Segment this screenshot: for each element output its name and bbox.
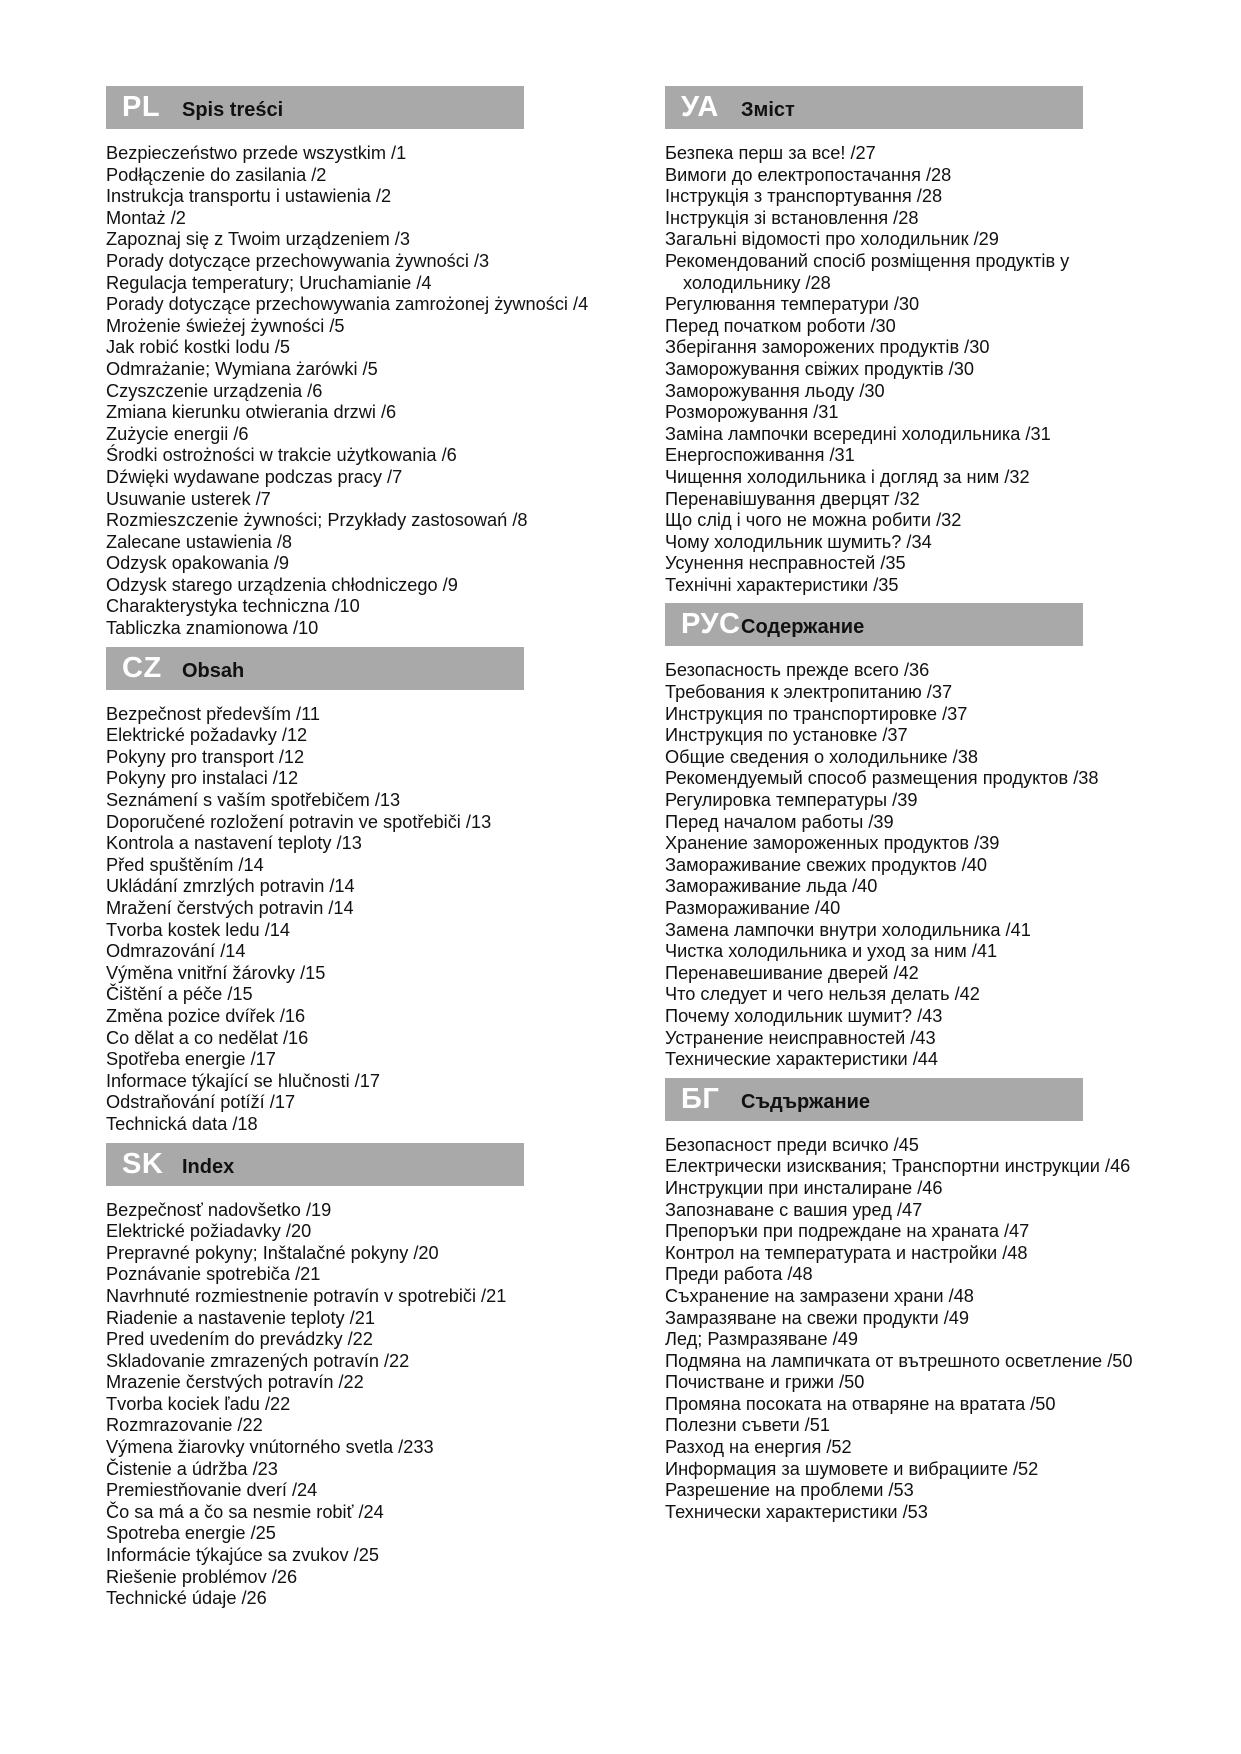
language-code: УА <box>681 91 719 123</box>
toc-item: Чищення холодильника і догляд за ним /32 <box>665 466 1030 487</box>
toc-list <box>106 690 606 1136</box>
toc-item: Mrazenie čerstvých potravín /22 <box>106 1372 364 1393</box>
toc-item: Czyszczenie urządzenia /6 <box>106 380 323 401</box>
toc-item: Вимоги до електропостачання /28 <box>665 164 952 185</box>
toc-item: Запознаване с вашия уред /47 <box>665 1199 923 1220</box>
toc-item: Інструкція зі встановлення /28 <box>665 207 919 228</box>
section-title: Index <box>182 1155 235 1178</box>
toc-item: Общие сведения о холодильнике /38 <box>665 746 978 767</box>
section-rus <box>665 603 1165 1070</box>
toc-item: Pokyny pro transport /12 <box>106 746 305 767</box>
toc-item: Seznámení s vaším spotřebičem /13 <box>106 790 401 811</box>
toc-item: Navrhnuté rozmiestnenie potravín v spotrebiči /21 <box>106 1285 507 1306</box>
toc-item: Что следует и чего нельзя делать /42 <box>665 984 980 1005</box>
toc-item: Безпека перш за все! /27 <box>665 143 876 163</box>
section-pl <box>106 86 606 640</box>
toc-item: Подмяна на лампичката от вътрешното осветление /50 <box>665 1350 1133 1371</box>
toc-item: Elektrické požiadavky /20 <box>106 1221 312 1242</box>
toc-item: Tvorba kociek ľadu /22 <box>106 1393 291 1414</box>
toc-item: Doporučené rozložení potravin ve spotřebiči /13 <box>106 811 492 832</box>
toc-item: Mražení čerstvých potravin /14 <box>106 898 354 918</box>
toc-item: Лед; Размразяване /49 <box>665 1329 858 1350</box>
toc-item: Porady dotyczące przechowywania zamrożonej żywności /4 <box>106 294 589 315</box>
section-sk <box>106 1143 606 1610</box>
toc-item: Преди работа /48 <box>665 1264 813 1285</box>
toc-item: Zalecane ustawienia /8 <box>106 531 293 552</box>
toc-item: Почему холодильник шумит? /43 <box>665 1005 943 1026</box>
toc-item: Zapoznaj się z Twoim urządzeniem /3 <box>106 229 410 250</box>
toc-item: Заморожування льоду /30 <box>665 380 885 401</box>
toc-list <box>665 1121 1165 1524</box>
toc-item: Bezpieczeństwo przede wszystkim /1 <box>106 143 407 163</box>
toc-item: Bezpečnost především /11 <box>106 703 320 724</box>
section-ua <box>665 86 1165 596</box>
toc-item: Разрешение на проблеми /53 <box>665 1480 914 1501</box>
toc-item: Informácie týkajúce sa zvukov /25 <box>106 1545 379 1566</box>
toc-list <box>106 129 606 640</box>
toc-item: Розморожування /31 <box>665 402 839 423</box>
toc-item: Регулювання температури /30 <box>665 294 920 315</box>
section-header <box>665 1078 1083 1121</box>
toc-item: Технически характеристики /53 <box>665 1501 928 1522</box>
toc-item: Instrukcja transportu i ustawienia /2 <box>106 186 392 207</box>
toc-item: Spotřeba energie /17 <box>106 1049 276 1070</box>
toc-item: Перед началом работы /39 <box>665 811 894 832</box>
toc-item: Poznávanie spotrebiča /21 <box>106 1264 321 1285</box>
toc-item: Чистка холодильника и уход за ним /41 <box>665 941 998 962</box>
toc-item: Rozmrazovanie /22 <box>106 1415 263 1436</box>
toc-item: Technická data /18 <box>106 1113 258 1134</box>
toc-item: Разход на енергия /52 <box>665 1437 852 1458</box>
toc-item: Чому холодильник шумить? /34 <box>665 531 932 552</box>
toc-item: Čistenie a údržba /23 <box>106 1458 278 1479</box>
toc-item: Инструкции при инсталиране /46 <box>665 1177 943 1198</box>
toc-item: Требования к электропитанию /37 <box>665 682 953 703</box>
toc-item: Prepravné pokyny; Inštalačné pokyny /20 <box>106 1242 439 1263</box>
section-header <box>106 647 524 690</box>
section-title: Obsah <box>182 659 245 682</box>
toc-item: Технічні характеристики /35 <box>665 574 899 595</box>
section-header <box>106 86 524 129</box>
toc-item: Полезни съвети /51 <box>665 1415 830 1436</box>
toc-item: Загальні відомості про холодильник /29 <box>665 229 999 250</box>
toc-item: Rozmieszczenie żywności; Przykłady zastosowań /8 <box>106 510 528 531</box>
toc-item: Porady dotyczące przechowywania żywności /3 <box>106 250 490 271</box>
toc-item: Premiestňovanie dverí /24 <box>106 1480 318 1501</box>
toc-item: Контрол на температурата и настройки /48 <box>665 1242 1028 1263</box>
toc-item: Výmena žiarovky vnútorného svetla /233 <box>106 1437 434 1458</box>
toc-item: Charakterystyka techniczna /10 <box>106 596 360 617</box>
section-header <box>106 1143 524 1186</box>
language-code: БГ <box>681 1082 720 1115</box>
toc-item: Замораживание льда /40 <box>665 876 878 897</box>
toc-item: холодильнику /28 <box>683 272 831 293</box>
toc-item: Zmiana kierunku otwierania drzwi /6 <box>106 402 397 423</box>
toc-item: Tabliczka znamionowa /10 <box>106 618 319 639</box>
toc-item: Odzysk opakowania /9 <box>106 553 289 574</box>
toc-item: Хранение замороженных продуктов /39 <box>665 833 1000 854</box>
toc-item: Bezpečnosť nadovšetko /19 <box>106 1199 332 1220</box>
toc-item: Заміна лампочки всередині холодильника /31 <box>665 423 1051 444</box>
toc-item: Usuwanie usterek /7 <box>106 488 271 509</box>
toc-item: Odmrażanie; Wymiana żarówki /5 <box>106 358 378 379</box>
toc-item: Съхранение на замразени храни /48 <box>665 1285 974 1306</box>
toc-item: Spotreba energie /25 <box>106 1523 276 1544</box>
toc-item: Riešenie problémov /26 <box>106 1566 298 1587</box>
toc-item: Odstraňování potíží /17 <box>106 1092 296 1113</box>
section-title: Зміст <box>741 99 795 121</box>
language-code: SK <box>122 1147 164 1180</box>
toc-item: Dźwięki wydawane podczas pracy /7 <box>106 466 403 487</box>
toc-item: Podłączenie do zasilania /2 <box>106 164 327 185</box>
toc-item: Безопасность прежде всего /36 <box>665 660 930 681</box>
toc-item: Pokyny pro instalaci /12 <box>106 768 299 789</box>
toc-item: Technické údaje /26 <box>106 1588 267 1609</box>
toc-item: Перенавешивание дверей /42 <box>665 962 919 983</box>
toc-item: Препоръки при подреждане на храната /47 <box>665 1221 1030 1242</box>
section-header <box>665 603 1083 646</box>
language-code: РУС <box>681 608 741 641</box>
toc-item: Рекомендований спосіб розміщення продуктів у <box>665 250 1070 271</box>
section-header <box>665 86 1083 129</box>
toc-item: Kontrola a nastavení teploty /13 <box>106 833 362 854</box>
toc-item: Čo sa má a čo sa nesmie robiť /24 <box>106 1501 384 1522</box>
toc-item: Усунення несправностей /35 <box>665 553 906 574</box>
toc-item: Размораживание /40 <box>665 898 841 918</box>
toc-item: Čištění a péče /15 <box>106 984 253 1005</box>
toc-item: Технические характеристики /44 <box>665 1049 939 1070</box>
toc-item: Jak robić kostki lodu /5 <box>106 337 290 358</box>
toc-item: Устранение неисправностей /43 <box>665 1027 936 1048</box>
toc-item: Informace týkající se hlučnosti /17 <box>106 1070 380 1091</box>
language-code: PL <box>122 91 161 123</box>
toc-item: Инструкция по транспортировке /37 <box>665 703 968 724</box>
toc-item: Замразяване на свежи продукти /49 <box>665 1307 970 1328</box>
section-title: Spis treści <box>182 99 284 121</box>
toc-item: Инструкция по установке /37 <box>665 725 908 746</box>
toc-item: Зберігання заморожених продуктів /30 <box>665 337 990 358</box>
toc-item: Środki ostrożności w trakcie użytkowania /6 <box>106 445 457 466</box>
toc-item: Změna pozice dvířek /16 <box>106 1005 306 1026</box>
toc-item: Zużycie energii /6 <box>106 423 249 444</box>
section-title: Содержание <box>741 616 865 639</box>
toc-item: Regulacja temperatury; Uruchamianie /4 <box>106 272 432 293</box>
toc-item: Skladovanie zmrazených potravín /22 <box>106 1350 410 1371</box>
toc-item: Před spuštěním /14 <box>106 854 264 875</box>
section-title: Съдържание <box>741 1090 871 1113</box>
toc-item: Замораживание свежих продуктов /40 <box>665 854 987 875</box>
toc-item: Що слід і чого не можна робити /32 <box>665 510 962 531</box>
section-bg <box>665 1078 1165 1524</box>
toc-list <box>106 1186 606 1610</box>
toc-item: Почистване и грижи /50 <box>665 1372 865 1393</box>
toc-item: Замена лампочки внутри холодильника /41 <box>665 919 1031 940</box>
toc-item: Регулировка температуры /39 <box>665 790 918 811</box>
right-column <box>665 86 1165 1523</box>
section-cz <box>106 647 606 1136</box>
toc-list <box>665 129 1165 596</box>
toc-item: Co dělat a co nedělat /16 <box>106 1027 309 1048</box>
toc-item: Ukládání zmrzlých potravin /14 <box>106 876 355 897</box>
toc-item: Pred uvedením do prevádzky /22 <box>106 1329 373 1350</box>
toc-item: Інструкція з транспортування /28 <box>665 186 943 207</box>
toc-item: Mrożenie świeżej żywności /5 <box>106 315 345 336</box>
toc-item: Riadenie a nastavenie teploty /21 <box>106 1307 375 1328</box>
toc-item: Перенавішування дверцят /32 <box>665 488 920 509</box>
toc-item: Tvorba kostek ledu /14 <box>106 919 290 940</box>
language-code: CZ <box>122 651 162 684</box>
toc-item: Výměna vnitřní žárovky /15 <box>106 962 326 983</box>
toc-item: Montaż /2 <box>106 207 186 228</box>
toc-item: Elektrické požadavky /12 <box>106 725 308 746</box>
toc-list <box>665 646 1165 1070</box>
toc-item: Енергоспоживання /31 <box>665 445 855 466</box>
toc-item: Odmrazování /14 <box>106 941 246 962</box>
toc-item: Промяна посоката на отваряне на вратата /50 <box>665 1393 1056 1414</box>
toc-item: Заморожування свіжих продуктів /30 <box>665 358 974 379</box>
toc-item: Електрически изисквания; Транспортни инструкции /46 <box>665 1156 1131 1177</box>
toc-item: Рекомендуемый способ размещения продуктов /38 <box>665 768 1099 789</box>
toc-item: Безопасност преди всичко /45 <box>665 1134 919 1155</box>
toc-item: Odzysk starego urządzenia chłodniczego /9 <box>106 574 458 595</box>
left-column <box>106 86 606 1610</box>
toc-item: Перед початком роботи /30 <box>665 315 896 336</box>
toc-item: Информация за шумовете и вибрациите /52 <box>665 1458 1039 1479</box>
